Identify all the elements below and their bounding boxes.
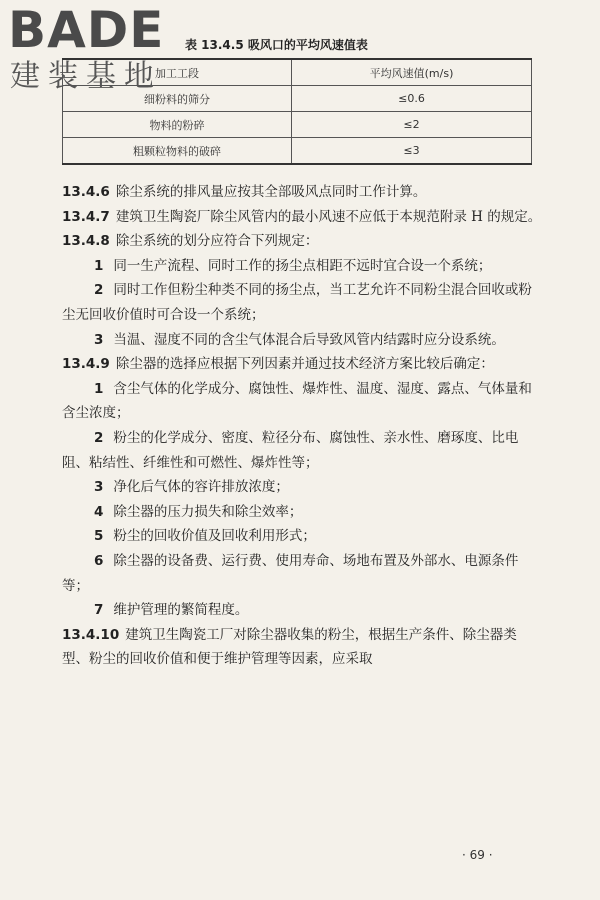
wind-speed-table bbox=[62, 58, 532, 165]
table-cell: ≤2 bbox=[292, 112, 532, 138]
item-number: 5 bbox=[94, 528, 104, 545]
list-item bbox=[62, 426, 542, 475]
item-text: 同一生产流程、同时工作的扬尘点相距不远时宜合设一个系统； bbox=[113, 257, 492, 274]
table-row bbox=[63, 138, 532, 165]
item-number: 1 bbox=[94, 380, 104, 397]
item-number: 3 bbox=[94, 331, 104, 348]
body-text bbox=[62, 180, 542, 672]
clause-number: 13.4.6 bbox=[62, 184, 110, 200]
clause-text: 除尘系统的排风量应按其全部吸风点同时工作计算。 bbox=[115, 184, 427, 200]
table-row bbox=[63, 86, 532, 112]
item-number: 2 bbox=[94, 429, 104, 446]
item-number: 6 bbox=[94, 552, 104, 569]
clause-number: 13.4.9 bbox=[62, 356, 110, 373]
item-text: 当温、湿度不同的含尘气体混合后导致风管内结露时应分设系统。 bbox=[113, 331, 505, 348]
list-item bbox=[62, 524, 542, 549]
page-number: · 69 · bbox=[462, 848, 493, 862]
list-item bbox=[62, 500, 542, 525]
table-cell: ≤3 bbox=[292, 138, 532, 165]
clause-13-4-9 bbox=[62, 352, 542, 377]
item-text: 除尘器的设备费、运行费、使用寿命、场地布置及外部水、电源条件等； bbox=[62, 552, 519, 594]
clause-text: 建筑卫生陶瓷工厂对除尘器收集的粉尘，根据生产条件、除尘器类型、粉尘的回收价值和便于维护管理等因素，应采取 bbox=[62, 626, 517, 668]
item-text: 粉尘的化学成分、密度、粒径分布、腐蚀性、亲水性、磨琢度、比电阻、粘结性、纤维性和可燃性、爆炸性等； bbox=[62, 429, 519, 471]
item-text: 除尘器的压力损失和除尘效率； bbox=[113, 503, 303, 520]
item-number: 1 bbox=[94, 257, 104, 274]
clause-13-4-6 bbox=[62, 180, 542, 205]
clause-text: 建筑卫生陶瓷厂除尘风管内的最小风速不应低于本规范附录 H 的规定。 bbox=[115, 208, 542, 225]
item-number: 7 bbox=[94, 602, 104, 619]
clause-text: 除尘系统的划分应符合下列规定： bbox=[115, 233, 319, 250]
table-header-cell: 平均风速值(m/s) bbox=[292, 59, 532, 86]
clause-13-4-10 bbox=[62, 623, 542, 672]
table-caption: 表 13.4.5 吸风口的平均风速值表 bbox=[185, 38, 368, 52]
logo-subtitle: 建装基地 bbox=[10, 59, 162, 94]
list-item bbox=[62, 377, 542, 426]
clause-number: 13.4.7 bbox=[62, 208, 110, 225]
list-item bbox=[62, 549, 542, 598]
list-item bbox=[62, 598, 542, 623]
table-cell: 细粉料的筛分 bbox=[63, 86, 292, 112]
list-item bbox=[62, 328, 542, 353]
list-item bbox=[62, 475, 542, 500]
clause-number: 13.4.10 bbox=[62, 626, 120, 643]
item-number: 2 bbox=[94, 282, 104, 299]
clause-13-4-7 bbox=[62, 205, 542, 230]
item-text: 同时工作但粉尘种类不同的扬尘点，当工艺允许不同粉尘混合回收或粉尘无回收价值时可合设一个系统； bbox=[62, 282, 532, 323]
clause-13-4-8 bbox=[62, 229, 542, 254]
table-cell: 粗颗粒物料的破碎 bbox=[63, 138, 292, 165]
item-number: 4 bbox=[94, 503, 104, 520]
list-item bbox=[62, 254, 542, 279]
list-item bbox=[62, 278, 542, 327]
item-text: 粉尘的回收价值及回收利用形式； bbox=[113, 528, 316, 545]
table-row bbox=[63, 112, 532, 138]
table-cell: ≤0.6 bbox=[292, 86, 532, 112]
item-text: 净化后气体的容许排放浓度； bbox=[113, 479, 289, 496]
clause-text: 除尘器的选择应根据下列因素并通过技术经济方案比较后确定： bbox=[115, 356, 494, 373]
table-header-row bbox=[63, 59, 532, 86]
item-text: 含尘气体的化学成分、腐蚀性、爆炸性、温度、湿度、露点、气体量和含尘浓度； bbox=[62, 380, 532, 422]
table-cell: 物料的粉碎 bbox=[63, 112, 292, 138]
logo-brand: BADE bbox=[8, 1, 165, 59]
table-header-cell: 加工工段 bbox=[63, 59, 292, 86]
clause-number: 13.4.8 bbox=[62, 233, 110, 250]
item-text: 维护管理的繁简程度。 bbox=[113, 602, 249, 619]
item-number: 3 bbox=[94, 479, 104, 496]
